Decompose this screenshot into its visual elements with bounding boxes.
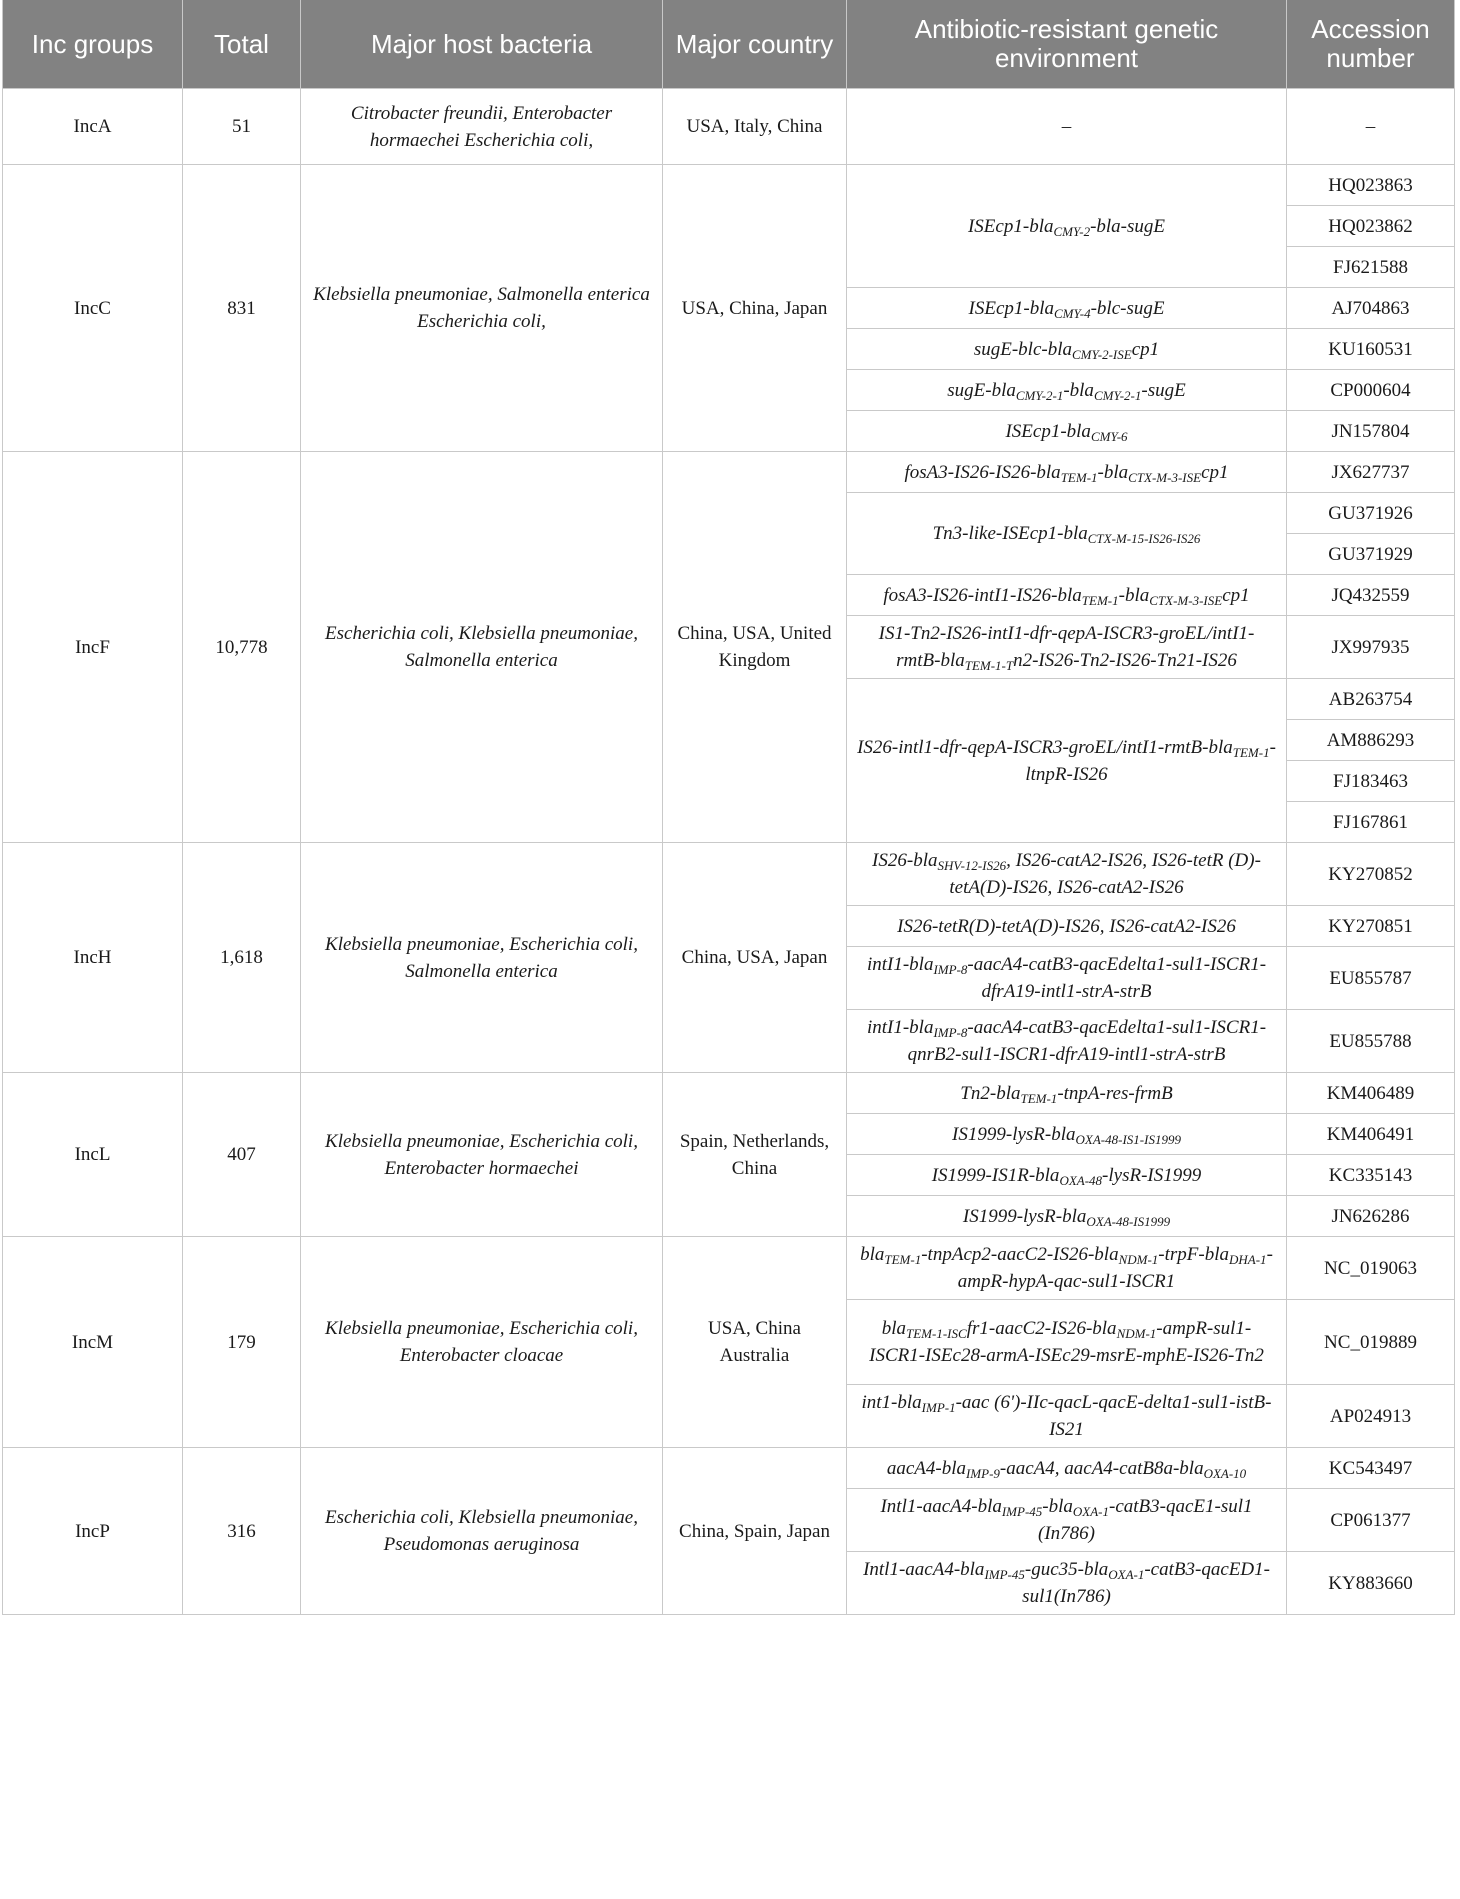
accession-number-cell: AP024913 (1287, 1385, 1455, 1448)
accession-number-cell: – (1287, 89, 1455, 165)
genetic-environment-cell: int1-bla$_{IMP-1}$-aac (6')-IIc-qacL-qacE-delta1-sul1-istB-IS21 (847, 1385, 1287, 1448)
accession-number-cell: JQ432559 (1287, 575, 1455, 616)
inc-group-cell: IncL (3, 1073, 183, 1237)
genetic-environment-cell: IS1999-IS1R-bla$_{OXA-48}$-lysR-IS1999 (847, 1155, 1287, 1196)
accession-number-cell: AB263754 (1287, 679, 1455, 720)
genetic-environment-cell: Intl1-aacA4-bla$_{IMP-45}$-guc35-bla$_{OXA-1}$-catB3-qacED1-sul1(In786) (847, 1552, 1287, 1615)
genetic-environment-cell: IS26-tetR(D)-tetA(D)-IS26, IS26-catA2-IS26 (847, 906, 1287, 947)
genetic-environment-cell: – (847, 89, 1287, 165)
genetic-environment-cell: aacA4-bla$_{IMP-9}$-aacA4, aacA4-catB8a-bla$_{OXA-10}$ (847, 1448, 1287, 1489)
accession-number-cell: HQ023863 (1287, 165, 1455, 206)
genetic-environment-cell: Tn2-bla$_{TEM-1}$-tnpA-res-frmB (847, 1073, 1287, 1114)
genetic-environment-cell: IS1-Tn2-IS26-intI1-dfr-qepA-ISCR3-groEL/intI1-rmtB-bla$_{TEM-1-T}$n2-IS26-Tn2-IS26-Tn21-IS26 (847, 616, 1287, 679)
header-total: Total (183, 0, 301, 89)
table-row (3, 89, 1455, 165)
host-bacteria-cell: Klebsiella pneumoniae, Escherichia coli, Enterobacter hormaechei (301, 1073, 663, 1237)
table-row (3, 1073, 1455, 1114)
genetic-environment-cell: bla$_{TEM-1-ISC}$fr1-aacC2-IS26-bla$_{NDM-1}$-ampR-sul1-ISCR1-ISEc28-armA-ISEc29-msrE-mphE-IS26-Tn2 (847, 1300, 1287, 1385)
header-major-host-bacteria: Major host bacteria (301, 0, 663, 89)
genetic-environment-cell: ISEcp1-bla$_{CMY-6}$ (847, 411, 1287, 452)
table-header-row (3, 0, 1455, 89)
total-cell: 316 (183, 1448, 301, 1615)
accession-number-cell: KY270852 (1287, 843, 1455, 906)
genetic-environment-cell: intI1-bla$_{IMP-8}$-aacA4-catB3-qacEdelta1-sul1-ISCR1-dfrA19-intl1-strA-strB (847, 947, 1287, 1010)
accession-number-cell: KM406491 (1287, 1114, 1455, 1155)
total-cell: 407 (183, 1073, 301, 1237)
country-cell: China, Spain, Japan (663, 1448, 847, 1615)
country-cell: Spain, Netherlands, China (663, 1073, 847, 1237)
country-cell: USA, China Australia (663, 1237, 847, 1448)
accession-number-cell: KY270851 (1287, 906, 1455, 947)
inc-group-cell: IncA (3, 89, 183, 165)
accession-number-cell: EU855787 (1287, 947, 1455, 1010)
accession-number-cell: HQ023862 (1287, 206, 1455, 247)
accession-number-cell: KC335143 (1287, 1155, 1455, 1196)
accession-number-cell: NC_019889 (1287, 1300, 1455, 1385)
accession-number-cell: GU371926 (1287, 493, 1455, 534)
inc-group-cell: IncH (3, 843, 183, 1073)
accession-number-cell: FJ621588 (1287, 247, 1455, 288)
genetic-environment-cell: Tn3-like-ISEcp1-bla$_{CTX-M-15-IS26-IS26}$ (847, 493, 1287, 575)
host-bacteria-cell: Citrobacter freundii, Enterobacter hormaechei Escherichia coli, (301, 89, 663, 165)
host-bacteria-cell: Klebsiella pneumoniae, Escherichia coli, Enterobacter cloacae (301, 1237, 663, 1448)
total-cell: 10,778 (183, 452, 301, 843)
table-row (3, 1237, 1455, 1300)
accession-number-cell: FJ183463 (1287, 761, 1455, 802)
accession-number-cell: KM406489 (1287, 1073, 1455, 1114)
accession-number-cell: JN626286 (1287, 1196, 1455, 1237)
inc-groups-table (2, 0, 1455, 1615)
header-major-country: Major country (663, 0, 847, 89)
table-row (3, 165, 1455, 206)
accession-number-cell: CP061377 (1287, 1489, 1455, 1552)
header-accession-number: Accession number (1287, 0, 1455, 89)
genetic-environment-cell: sugE-bla$_{CMY-2-1}$-bla$_{CMY-2-1}$-sugE (847, 370, 1287, 411)
accession-number-cell: KU160531 (1287, 329, 1455, 370)
accession-number-cell: JN157804 (1287, 411, 1455, 452)
genetic-environment-cell: intI1-bla$_{IMP-8}$-aacA4-catB3-qacEdelta1-sul1-ISCR1-qnrB2-sul1-ISCR1-dfrA19-intl1-strA-strB (847, 1010, 1287, 1073)
accession-number-cell: AM886293 (1287, 720, 1455, 761)
genetic-environment-cell: sugE-blc-bla$_{CMY-2-ISE}$cp1 (847, 329, 1287, 370)
total-cell: 1,618 (183, 843, 301, 1073)
accession-number-cell: AJ704863 (1287, 288, 1455, 329)
host-bacteria-cell: Klebsiella pneumoniae, Escherichia coli, Salmonella enterica (301, 843, 663, 1073)
country-cell: China, USA, United Kingdom (663, 452, 847, 843)
header-inc-groups: Inc groups (3, 0, 183, 89)
table-row (3, 1448, 1455, 1489)
table-row (3, 843, 1455, 906)
genetic-environment-cell: Intl1-aacA4-bla$_{IMP-45}$-bla$_{OXA-1}$-catB3-qacE1-sul1 (In786) (847, 1489, 1287, 1552)
accession-number-cell: GU371929 (1287, 534, 1455, 575)
host-bacteria-cell: Escherichia coli, Klebsiella pneumoniae, Salmonella enterica (301, 452, 663, 843)
total-cell: 831 (183, 165, 301, 452)
accession-number-cell: JX997935 (1287, 616, 1455, 679)
country-cell: China, USA, Japan (663, 843, 847, 1073)
host-bacteria-cell: Klebsiella pneumoniae, Salmonella enterica Escherichia coli, (301, 165, 663, 452)
header-genetic-environment: Antibiotic-resistant genetic environment (847, 0, 1287, 89)
inc-group-cell: IncF (3, 452, 183, 843)
total-cell: 51 (183, 89, 301, 165)
genetic-environment-cell: fosA3-IS26-intI1-IS26-bla$_{TEM-1}$-bla$_{CTX-M-3-ISE}$cp1 (847, 575, 1287, 616)
host-bacteria-cell: Escherichia coli, Klebsiella pneumoniae, Pseudomonas aeruginosa (301, 1448, 663, 1615)
accession-number-cell: KC543497 (1287, 1448, 1455, 1489)
table-row (3, 452, 1455, 493)
accession-number-cell: EU855788 (1287, 1010, 1455, 1073)
country-cell: USA, China, Japan (663, 165, 847, 452)
country-cell: USA, Italy, China (663, 89, 847, 165)
inc-group-cell: IncM (3, 1237, 183, 1448)
inc-group-cell: IncC (3, 165, 183, 452)
genetic-environment-cell: bla$_{TEM-1}$-tnpAcp2-aacC2-IS26-bla$_{NDM-1}$-trpF-bla$_{DHA-1}$-ampR-hypA-qac-sul1-ISCR1 (847, 1237, 1287, 1300)
genetic-environment-cell: fosA3-IS26-IS26-bla$_{TEM-1}$-bla$_{CTX-M-3-ISE}$cp1 (847, 452, 1287, 493)
genetic-environment-cell: IS1999-lysR-bla$_{OXA-48-IS1999}$ (847, 1196, 1287, 1237)
inc-group-cell: IncP (3, 1448, 183, 1615)
accession-number-cell: CP000604 (1287, 370, 1455, 411)
table-body (3, 89, 1455, 1615)
accession-number-cell: JX627737 (1287, 452, 1455, 493)
accession-number-cell: NC_019063 (1287, 1237, 1455, 1300)
genetic-environment-cell: ISEcp1-bla$_{CMY-2}$-bla-sugE (847, 165, 1287, 288)
genetic-environment-cell: IS26-bla$_{SHV-12-IS26}$, IS26-catA2-IS26, IS26-tetR (D)-tetA(D)-IS26, IS26-catA2-IS26 (847, 843, 1287, 906)
accession-number-cell: FJ167861 (1287, 802, 1455, 843)
total-cell: 179 (183, 1237, 301, 1448)
genetic-environment-cell: IS1999-lysR-bla$_{OXA-48-IS1-IS1999}$ (847, 1114, 1287, 1155)
genetic-environment-cell: ISEcp1-bla$_{CMY-4}$-blc-sugE (847, 288, 1287, 329)
genetic-environment-cell: IS26-intl1-dfr-qepA-ISCR3-groEL/intI1-rmtB-bla$_{TEM-1}$-ltnpR-IS26 (847, 679, 1287, 843)
accession-number-cell: KY883660 (1287, 1552, 1455, 1615)
